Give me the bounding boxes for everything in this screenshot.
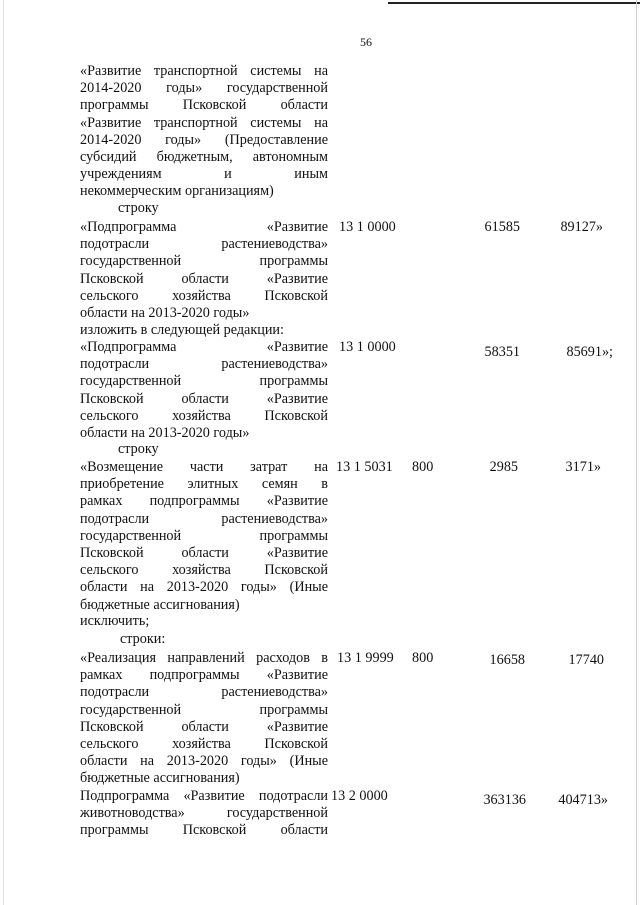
row-line: животноводства» государственной — [80, 805, 328, 822]
intro-line: субсидий бюджетным, автономным — [80, 149, 328, 166]
row3-value-1: 2985 — [489, 459, 518, 475]
row1-value-2: 89127» — [560, 219, 603, 235]
row-line: бюджетные ассигнования) — [80, 596, 240, 613]
intro-line: 2014-2020 годы» (Предоставление — [80, 131, 328, 148]
row-line: Псковской области «Развитие — [80, 390, 328, 407]
intro-line: 2014-2020 годы» государственной — [80, 80, 328, 97]
row-line: подотрасли растениеводства» — [80, 510, 328, 527]
instruction-line: строку — [118, 200, 159, 216]
row-line: рамках подпрограммы «Развитие — [80, 493, 328, 510]
intro-line: «Развитие транспортной системы на — [80, 63, 328, 79]
row3-type: 800 — [412, 459, 434, 475]
row1-name — [80, 219, 328, 322]
row-line: «Возмещение части затрат на — [80, 459, 328, 475]
row-line: сельского хозяйства Псковской — [80, 562, 328, 579]
instruction-line: изложить в следующей редакции: — [80, 322, 284, 338]
row2-code: 13 1 0000 — [339, 339, 396, 355]
row-line: государственной программы — [80, 253, 328, 270]
row1-code: 13 1 0000 — [339, 219, 396, 235]
page-number: 56 — [360, 35, 372, 49]
row2-value-2: 85691»; — [566, 344, 613, 360]
row-line: Псковской области «Развитие — [80, 545, 328, 562]
row2-name — [80, 339, 328, 442]
row4-type: 800 — [412, 650, 434, 666]
scan-edge-left — [3, 0, 4, 905]
row-line: сельского хозяйства Псковской — [80, 287, 328, 304]
row-line: приобретение элитных семян в — [80, 476, 328, 493]
row-line: подотрасли растениеводства» — [80, 684, 328, 701]
row4-name — [80, 650, 328, 788]
instruction-line: строку — [118, 441, 159, 457]
intro-line: учреждениям и иным — [80, 166, 328, 183]
row5-value-2: 404713» — [558, 792, 608, 808]
scan-edge-top — [388, 2, 640, 4]
row5-value-1: 363136 — [483, 792, 526, 808]
row3-code: 13 1 5031 — [336, 459, 393, 475]
row-line: области на 2013-2020 годы» (Иные — [80, 579, 328, 596]
row-line: сельского хозяйства Псковской — [80, 407, 328, 424]
row4-code: 13 1 9999 — [337, 650, 394, 666]
row4-value-1: 16658 — [489, 652, 525, 668]
row-line: рамках подпрограммы «Развитие — [80, 667, 328, 684]
row-line: подотрасли растениеводства» — [80, 356, 328, 373]
row-line: Псковской области «Развитие — [80, 718, 328, 735]
row-line: государственной программы — [80, 527, 328, 544]
intro-line: «Развитие транспортной системы на — [80, 114, 328, 131]
row-line: бюджетные ассигнования) — [80, 770, 240, 787]
row3-value-2: 3171» — [565, 459, 601, 475]
row-line: области на 2013-2020 годы» — [80, 305, 250, 322]
row3-name — [80, 459, 328, 614]
row5-name — [80, 788, 328, 840]
instruction-line: исключить; — [80, 613, 150, 629]
instruction-line: строки: — [120, 631, 166, 647]
row4-value-2: 17740 — [568, 652, 604, 668]
row2-value-1: 58351 — [484, 344, 520, 360]
row5-code: 13 2 0000 — [331, 788, 388, 804]
row-line: программы Псковской области — [80, 822, 328, 839]
row-line: государственной программы — [80, 701, 328, 718]
row-line: «Подпрограмма «Развитие — [80, 219, 328, 235]
scan-edge-right — [636, 0, 637, 905]
row-line: Псковской области «Развитие — [80, 270, 328, 287]
row-line: государственной программы — [80, 373, 328, 390]
row-line: «Подпрограмма «Развитие — [80, 339, 328, 355]
row1-value-1: 61585 — [484, 219, 520, 235]
intro-line: программы Псковской области — [80, 97, 328, 114]
row-line: Подпрограмма «Развитие подотрасли — [80, 788, 328, 804]
row-line: области на 2013-2020 годы» — [80, 425, 250, 442]
intro-text — [80, 63, 328, 201]
row-line: области на 2013-2020 годы» (Иные — [80, 753, 328, 770]
row-line: «Реализация направлений расходов в — [80, 650, 328, 666]
row-line: сельского хозяйства Псковской — [80, 736, 328, 753]
row-line: подотрасли растениеводства» — [80, 236, 328, 253]
intro-line: некоммерческим организациям) — [80, 183, 274, 200]
